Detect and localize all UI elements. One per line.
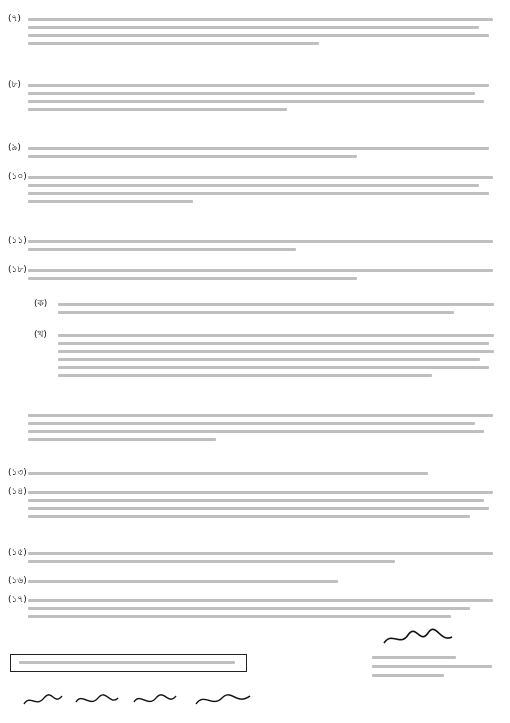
text-line xyxy=(28,34,489,37)
notice-item xyxy=(8,487,498,523)
item-number: (১৬) xyxy=(8,576,27,586)
signature xyxy=(382,627,454,649)
notice-item xyxy=(8,576,498,588)
notice-subitem xyxy=(34,299,498,319)
notice-item xyxy=(8,595,498,623)
notice-item xyxy=(8,468,498,480)
text-line xyxy=(28,26,479,29)
bottom-signatures xyxy=(18,686,258,712)
item-number: (১৩) xyxy=(8,468,27,478)
notice-item xyxy=(8,14,498,50)
subitem-number: (খ) xyxy=(34,330,47,340)
text-line xyxy=(28,18,493,21)
signatures xyxy=(18,686,258,712)
item-number: (১১) xyxy=(8,236,27,246)
notice-item xyxy=(8,80,498,116)
notice-item xyxy=(8,548,498,568)
notice-item xyxy=(8,143,498,163)
item-number: (১৮) xyxy=(8,265,27,275)
text-line xyxy=(28,42,319,45)
notice-item xyxy=(8,265,498,285)
subitem-number: (ক) xyxy=(34,299,48,309)
item-number: (৭) xyxy=(8,14,21,24)
item-number: (১৫) xyxy=(8,548,27,558)
signature-block xyxy=(372,627,492,685)
instruction-box xyxy=(10,654,247,672)
notice-subitem xyxy=(34,330,498,382)
item-number: (১৪) xyxy=(8,487,27,497)
notice-item xyxy=(8,172,498,208)
item-number: (১৭) xyxy=(8,595,27,605)
item-number: (৯) xyxy=(8,143,21,153)
item-number: (৮) xyxy=(8,80,21,90)
notice-item xyxy=(28,410,498,446)
item-number: (১০) xyxy=(8,172,27,182)
notice-item xyxy=(8,236,498,256)
